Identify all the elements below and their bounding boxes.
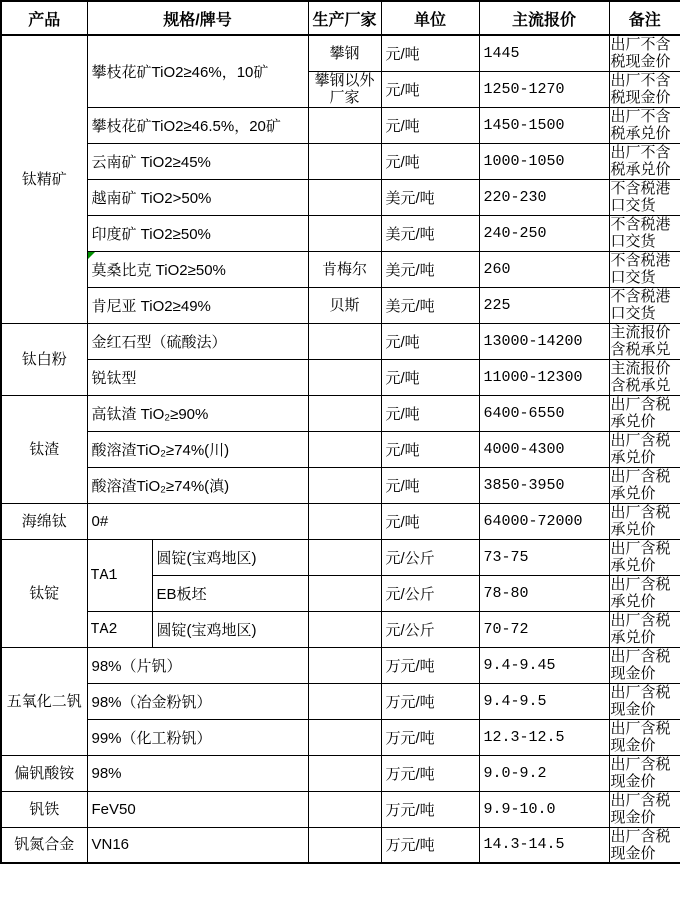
vendor-cell bbox=[308, 143, 381, 179]
note-cell: 不含税港口交货 bbox=[609, 179, 680, 215]
header-vendor: 生产厂家 bbox=[308, 1, 381, 35]
vendor-cell bbox=[308, 359, 381, 395]
table-row bbox=[1, 503, 680, 539]
table-row bbox=[1, 467, 680, 503]
header-row bbox=[1, 1, 680, 35]
price-cell: 6400-6550 bbox=[479, 395, 609, 431]
product-cell: 五氧化二钒 bbox=[1, 647, 87, 755]
spec-cell bbox=[87, 251, 308, 287]
price-cell: 1450-1500 bbox=[479, 107, 609, 143]
spec-cell: 酸溶渣TiO₂≥74%(滇) bbox=[87, 467, 308, 503]
spec-cell: VN16 bbox=[87, 827, 308, 863]
spec-cell: 98% bbox=[87, 755, 308, 791]
price-cell: 64000-72000 bbox=[479, 503, 609, 539]
price-cell: 9.0-9.2 bbox=[479, 755, 609, 791]
spec-cell: 高钛渣 TiO₂≥90% bbox=[87, 395, 308, 431]
price-cell: 225 bbox=[479, 287, 609, 323]
unit-cell: 元/吨 bbox=[381, 467, 479, 503]
spec-text: 莫桑比克 TiO2≥50% bbox=[91, 261, 226, 279]
vendor-cell: 攀钢以外厂家 bbox=[308, 71, 381, 107]
note-cell: 出厂含税承兑价 bbox=[609, 575, 680, 611]
unit-cell: 万元/吨 bbox=[381, 755, 479, 791]
spec-cell: EB板坯 bbox=[152, 575, 308, 611]
unit-cell: 元/吨 bbox=[381, 35, 479, 71]
note-cell: 出厂含税承兑价 bbox=[609, 431, 680, 467]
price-cell: 78-80 bbox=[479, 575, 609, 611]
spec-cell: 锐钛型 bbox=[87, 359, 308, 395]
vendor-cell bbox=[308, 683, 381, 719]
vendor-cell bbox=[308, 431, 381, 467]
product-cell: 钛锭 bbox=[1, 539, 87, 647]
spec-cell: 肯尼亚 TiO2≥49% bbox=[87, 287, 308, 323]
header-note: 备注 bbox=[609, 1, 680, 35]
price-cell: 240-250 bbox=[479, 215, 609, 251]
spec-cell: 云南矿 TiO2≥45% bbox=[87, 143, 308, 179]
table-row bbox=[1, 755, 680, 791]
spec-cell: 印度矿 TiO2≥50% bbox=[87, 215, 308, 251]
grade-cell: TA2 bbox=[87, 611, 152, 647]
note-cell: 出厂含税承兑价 bbox=[609, 611, 680, 647]
note-cell: 出厂含税承兑价 bbox=[609, 539, 680, 575]
price-cell: 73-75 bbox=[479, 539, 609, 575]
note-cell: 出厂不含税承兑价 bbox=[609, 107, 680, 143]
vendor-cell bbox=[308, 719, 381, 755]
spec-cell: FeV50 bbox=[87, 791, 308, 827]
unit-cell: 万元/吨 bbox=[381, 827, 479, 863]
note-cell: 出厂不含税现金价 bbox=[609, 71, 680, 107]
note-cell: 出厂含税现金价 bbox=[609, 647, 680, 683]
unit-cell: 美元/吨 bbox=[381, 179, 479, 215]
unit-cell: 元/吨 bbox=[381, 503, 479, 539]
price-cell: 11000-12300 bbox=[479, 359, 609, 395]
price-cell: 9.4-9.5 bbox=[479, 683, 609, 719]
table-row bbox=[1, 107, 680, 143]
vendor-cell: 攀钢 bbox=[308, 35, 381, 71]
spec-cell: 98%（冶金粉钒） bbox=[87, 683, 308, 719]
product-cell: 钛渣 bbox=[1, 395, 87, 503]
table-row bbox=[1, 179, 680, 215]
product-cell: 钛精矿 bbox=[1, 35, 87, 323]
vendor-cell bbox=[308, 179, 381, 215]
vendor-cell bbox=[308, 107, 381, 143]
note-cell: 不含税港口交货 bbox=[609, 215, 680, 251]
grade-cell: TA1 bbox=[87, 539, 152, 611]
note-cell: 出厂含税现金价 bbox=[609, 755, 680, 791]
header-unit: 单位 bbox=[381, 1, 479, 35]
price-cell: 1445 bbox=[479, 35, 609, 71]
product-cell: 海绵钛 bbox=[1, 503, 87, 539]
unit-cell: 元/吨 bbox=[381, 431, 479, 467]
spec-cell: 0# bbox=[87, 503, 308, 539]
vendor-cell bbox=[308, 791, 381, 827]
note-cell: 出厂不含税承兑价 bbox=[609, 143, 680, 179]
spec-cell: 98%（片钒） bbox=[87, 647, 308, 683]
product-cell: 钒氮合金 bbox=[1, 827, 87, 863]
table-row bbox=[1, 215, 680, 251]
table-row bbox=[1, 359, 680, 395]
unit-cell: 元/公斤 bbox=[381, 611, 479, 647]
vendor-cell: 肯梅尔 bbox=[308, 251, 381, 287]
spec-cell: 酸溶渣TiO₂≥74%(川) bbox=[87, 431, 308, 467]
table-row bbox=[1, 791, 680, 827]
vendor-cell bbox=[308, 395, 381, 431]
note-cell: 出厂含税现金价 bbox=[609, 683, 680, 719]
unit-cell: 万元/吨 bbox=[381, 719, 479, 755]
unit-cell: 万元/吨 bbox=[381, 791, 479, 827]
price-cell: 1250-1270 bbox=[479, 71, 609, 107]
note-cell: 不含税港口交货 bbox=[609, 251, 680, 287]
spec-cell: 金红石型（硫酸法） bbox=[87, 323, 308, 359]
note-cell: 出厂含税承兑价 bbox=[609, 467, 680, 503]
product-cell: 钛白粉 bbox=[1, 323, 87, 395]
note-cell: 出厂含税现金价 bbox=[609, 827, 680, 863]
table-row bbox=[1, 611, 680, 647]
unit-cell: 万元/吨 bbox=[381, 647, 479, 683]
note-cell: 出厂含税现金价 bbox=[609, 791, 680, 827]
table-row bbox=[1, 647, 680, 683]
price-cell: 70-72 bbox=[479, 611, 609, 647]
vendor-cell bbox=[308, 755, 381, 791]
note-cell: 出厂不含税现金价 bbox=[609, 35, 680, 71]
unit-cell: 元/公斤 bbox=[381, 575, 479, 611]
table-row bbox=[1, 395, 680, 431]
table-row bbox=[1, 827, 680, 863]
unit-cell: 美元/吨 bbox=[381, 251, 479, 287]
price-cell: 260 bbox=[479, 251, 609, 287]
header-spec: 规格/牌号 bbox=[87, 1, 308, 35]
price-cell: 9.9-10.0 bbox=[479, 791, 609, 827]
price-cell: 220-230 bbox=[479, 179, 609, 215]
note-cell: 主流报价含税承兑 bbox=[609, 323, 680, 359]
price-cell: 1000-1050 bbox=[479, 143, 609, 179]
note-marker-icon bbox=[88, 252, 95, 259]
header-price: 主流报价 bbox=[479, 1, 609, 35]
price-cell: 13000-14200 bbox=[479, 323, 609, 359]
price-cell: 12.3-12.5 bbox=[479, 719, 609, 755]
unit-cell: 元/吨 bbox=[381, 359, 479, 395]
table-row bbox=[1, 431, 680, 467]
table-row bbox=[1, 539, 680, 575]
price-cell: 14.3-14.5 bbox=[479, 827, 609, 863]
vendor-cell: 贝斯 bbox=[308, 287, 381, 323]
note-cell: 主流报价含税承兑 bbox=[609, 359, 680, 395]
unit-cell: 万元/吨 bbox=[381, 683, 479, 719]
table-row bbox=[1, 683, 680, 719]
vendor-cell bbox=[308, 611, 381, 647]
unit-cell: 元/吨 bbox=[381, 143, 479, 179]
product-cell: 钒铁 bbox=[1, 791, 87, 827]
note-cell: 出厂含税现金价 bbox=[609, 719, 680, 755]
price-cell: 4000-4300 bbox=[479, 431, 609, 467]
table-row bbox=[1, 323, 680, 359]
vendor-cell bbox=[308, 467, 381, 503]
table-row bbox=[1, 251, 680, 287]
table-row bbox=[1, 287, 680, 323]
note-cell: 不含税港口交货 bbox=[609, 287, 680, 323]
vendor-cell bbox=[308, 323, 381, 359]
spec-cell: 圆锭(宝鸡地区) bbox=[152, 539, 308, 575]
table-row bbox=[1, 719, 680, 755]
note-cell: 出厂含税承兑价 bbox=[609, 503, 680, 539]
spec-cell: 圆锭(宝鸡地区) bbox=[152, 611, 308, 647]
spec-cell: 越南矿 TiO2>50% bbox=[87, 179, 308, 215]
price-cell: 3850-3950 bbox=[479, 467, 609, 503]
unit-cell: 元/吨 bbox=[381, 323, 479, 359]
vendor-cell bbox=[308, 575, 381, 611]
unit-cell: 美元/吨 bbox=[381, 215, 479, 251]
vendor-cell bbox=[308, 647, 381, 683]
spec-cell: 攀枝花矿TiO2≥46.5%，20矿 bbox=[87, 107, 308, 143]
vendor-cell bbox=[308, 539, 381, 575]
price-cell: 9.4-9.45 bbox=[479, 647, 609, 683]
unit-cell: 美元/吨 bbox=[381, 287, 479, 323]
unit-cell: 元/吨 bbox=[381, 107, 479, 143]
table-row bbox=[1, 143, 680, 179]
spec-cell: 99%（化工粉钒） bbox=[87, 719, 308, 755]
unit-cell: 元/吨 bbox=[381, 71, 479, 107]
unit-cell: 元/公斤 bbox=[381, 539, 479, 575]
note-cell: 出厂含税承兑价 bbox=[609, 395, 680, 431]
vendor-cell bbox=[308, 215, 381, 251]
unit-cell: 元/吨 bbox=[381, 395, 479, 431]
spec-cell: 攀枝花矿TiO2≥46%，10矿 bbox=[87, 35, 308, 107]
header-product: 产品 bbox=[1, 1, 87, 35]
vendor-cell bbox=[308, 827, 381, 863]
vendor-cell bbox=[308, 503, 381, 539]
product-cell: 偏钒酸铵 bbox=[1, 755, 87, 791]
table-row bbox=[1, 35, 680, 71]
